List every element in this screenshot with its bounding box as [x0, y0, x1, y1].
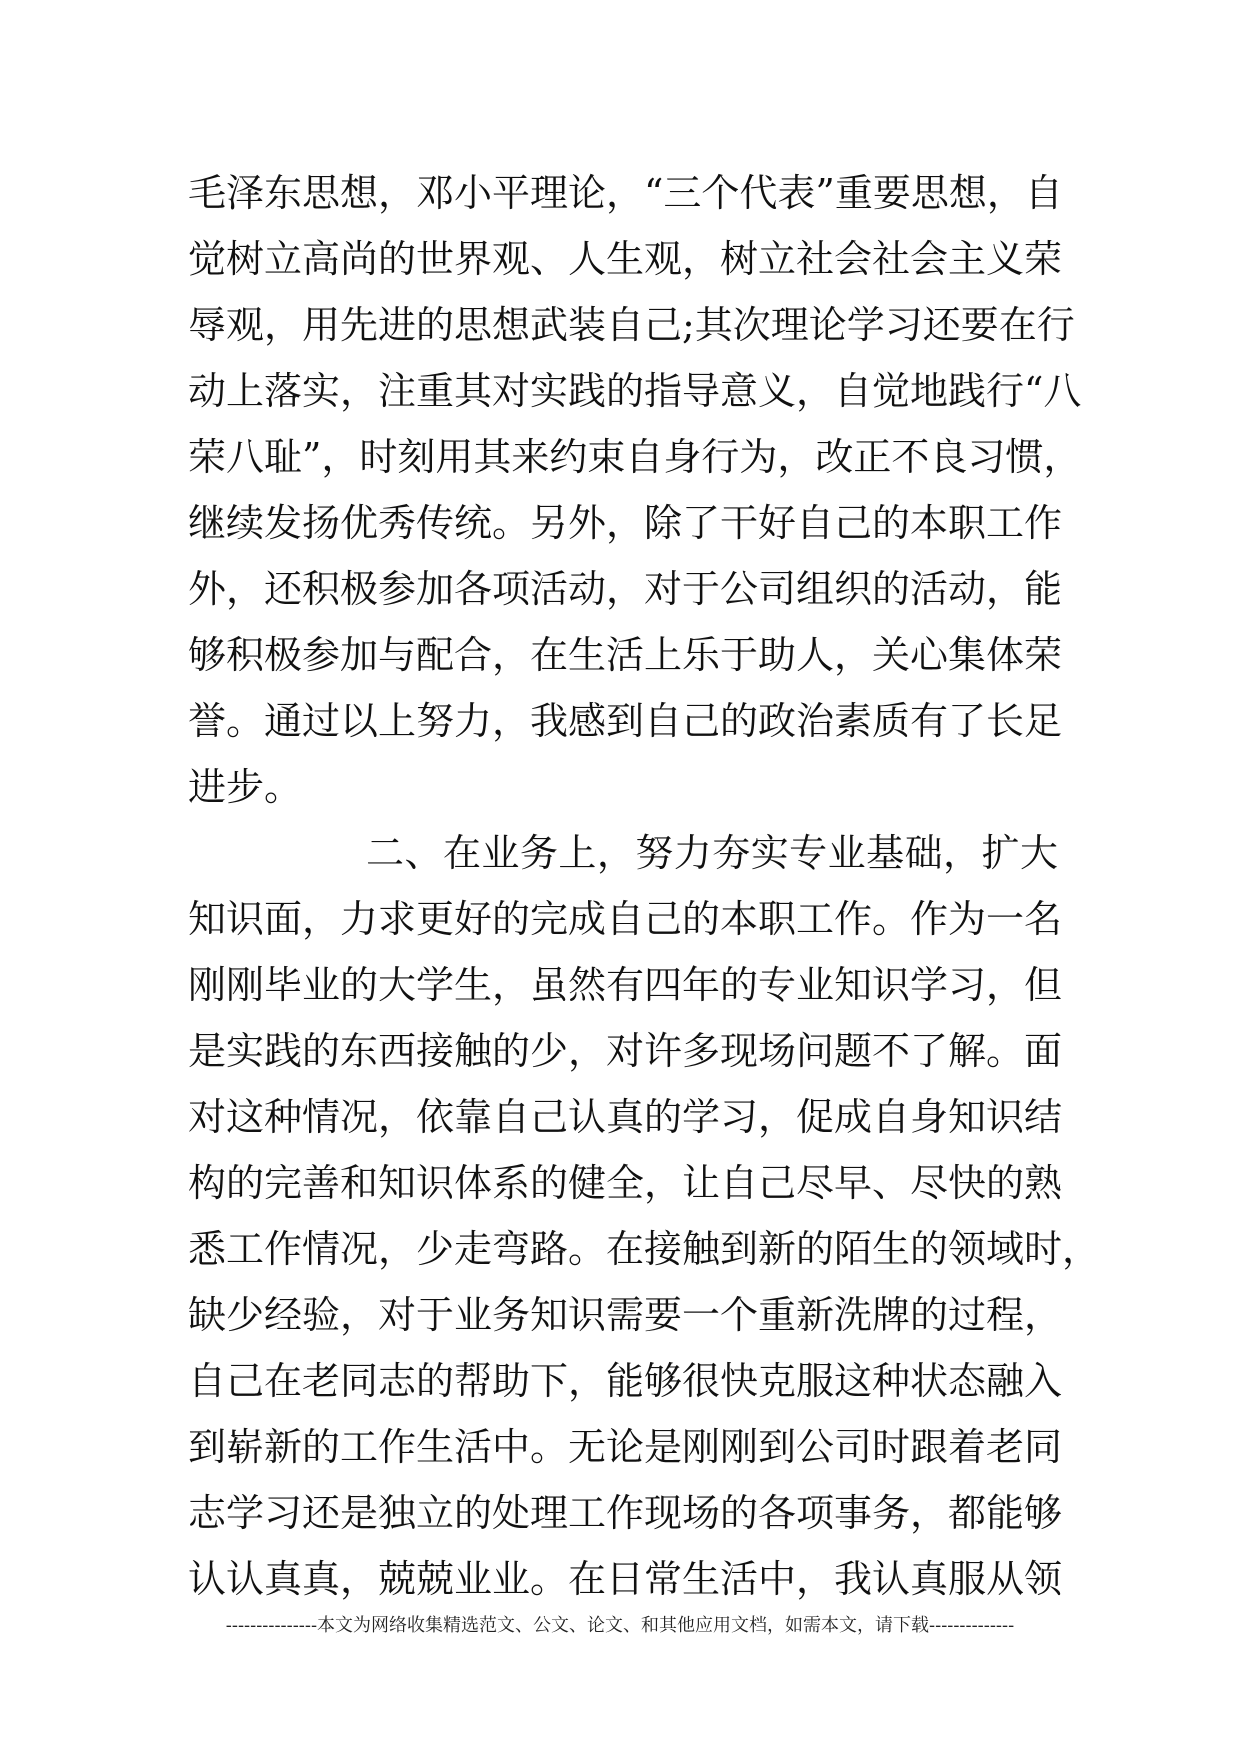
document-body [188, 160, 1101, 1612]
text-line: 刚刚毕业的大学生，虽然有四年的专业知识学习，但 [188, 963, 1063, 1007]
text-line: 外，还积极参加各项活动，对于公司组织的活动，能 [188, 567, 1063, 611]
text-line: 志学习还是独立的处理工作现场的各项事务，都能够 [188, 1491, 1063, 1535]
text-line: 悉工作情况，少走弯路。在接触到新的陌生的领域时， [188, 1227, 1101, 1271]
text-line: 觉树立高尚的世界观、人生观，树立社会社会主义荣 [188, 237, 1063, 281]
text-line: 荣八耻”，时刻用其来约束自身行为，改正不良习惯， [188, 435, 1082, 479]
text-line: 认认真真，兢兢业业。在日常生活中，我认真服从领 [188, 1557, 1063, 1601]
text-line: 誉。通过以上努力，我感到自己的政治素质有了长足 [188, 699, 1063, 743]
text-line: 是实践的东西接触的少，对许多现场问题不了解。面 [188, 1029, 1063, 1073]
text-line: 自己在老同志的帮助下，能够很快克服这种状态融入 [188, 1359, 1063, 1403]
paragraph-politics [188, 160, 1082, 820]
text-line: 动上落实，注重其对实践的指导意义，自觉地践行“八 [188, 369, 1082, 413]
text-line: 构的完善和知识体系的健全，让自己尽早、尽快的熟 [188, 1161, 1063, 1205]
text-line: 毛泽东思想，邓小平理论，“三个代表”重要思想，自 [188, 171, 1063, 215]
text-line: 进步。 [188, 765, 303, 809]
page-footer: ---------------本文为网络收集精选范文、公文、论文、和其他应用文档，如需本文，请下载-------------- [225, 1615, 1015, 1636]
text-line: 继续发扬优秀传统。另外，除了干好自己的本职工作 [188, 501, 1063, 545]
paragraph-business [188, 820, 1101, 1612]
text-line: 够积极参加与配合，在生活上乐于助人，关心集体荣 [188, 633, 1063, 677]
text-line: 辱观，用先进的思想武装自己;其次理论学习还要在行 [188, 303, 1075, 347]
text-line: 缺少经验，对于业务知识需要一个重新洗牌的过程， [188, 1293, 1063, 1337]
text-line: 知识面，力求更好的完成自己的本职工作。作为一名 [188, 897, 1063, 941]
text-line: 到崭新的工作生活中。无论是刚刚到公司时跟着老同 [188, 1425, 1063, 1469]
section-heading-line: 二、在业务上，努力夯实专业基础，扩大 [366, 831, 1058, 875]
text-line: 对这种情况，依靠自己认真的学习，促成自身知识结 [188, 1095, 1063, 1139]
